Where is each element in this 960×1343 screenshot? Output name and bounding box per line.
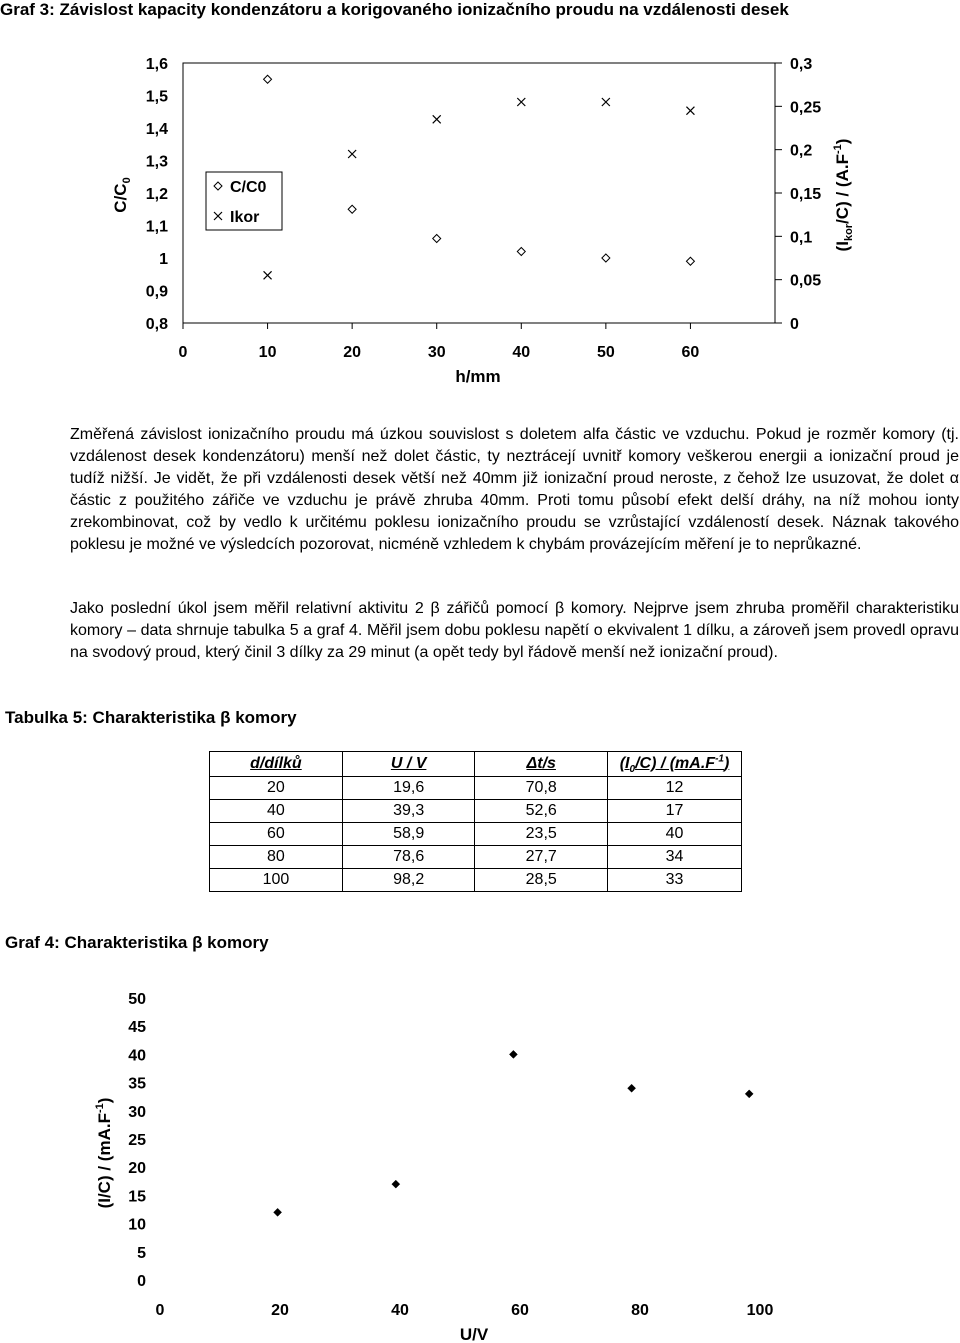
table-cell: 40 bbox=[210, 800, 343, 823]
graph3-chart bbox=[0, 40, 960, 395]
table-cell: 39,3 bbox=[342, 800, 475, 823]
graph3-x-tick-label: 60 bbox=[681, 344, 700, 361]
table-header-u: U / V bbox=[342, 752, 475, 777]
graph4-y-ticks bbox=[128, 991, 146, 1290]
graph4-y-tick-label: 15 bbox=[128, 1188, 146, 1206]
graph3-right-axis-label: $(I_{kor}/C) / (A.F^{-1})$ bbox=[832, 138, 855, 252]
graph3-right-tick-label: 0,3 bbox=[790, 56, 813, 73]
table-cell: 80 bbox=[210, 846, 343, 869]
table-header-d: d/dílků bbox=[210, 752, 343, 777]
graph4-x-ticks bbox=[156, 1302, 774, 1319]
table-cell: 20 bbox=[210, 777, 343, 800]
graph4-point bbox=[274, 1208, 282, 1216]
table-cell: 52,6 bbox=[475, 800, 608, 823]
graph3-x-tick-label: 10 bbox=[258, 344, 277, 361]
graph4-x-tick-label: 20 bbox=[271, 1302, 289, 1319]
table-cell: 33 bbox=[608, 869, 742, 892]
table-cell: 40 bbox=[608, 823, 742, 846]
graph3-right-tick-label: 0,15 bbox=[790, 186, 822, 203]
table-row bbox=[210, 800, 742, 823]
graph3-point-cc0 bbox=[433, 235, 441, 243]
paragraph-1-text: Změřená závislost ionizačního proudu má úzkou souvislost s doletem alfa částic ve vzduchu. Pokud je rozměr komory (tj. vzdálenost desek kondenzátoru) menší než dolet částic, ty neztrácejí uvnitř komory veškerou energii a ionizační proud je tudíž nižší. Je vidět, že při vzdálenosti desek větší než 40mm již ionizační proud neroste, z čehož lze usuzovat, že dolet α částic z použitého zářiče ve vzduchu je právě zhruba 40mm. Proti tomu působí efekt delší dráhy, na níž mohou ionty zrekombinovat, což by vedlo k určitému poklesu ionizačního proudu se vzrůstající vzdáleností desek. Náznak takového poklesu je možné ve výsledcích pozorovat, nicméně vzhledem k chybám provázejícím měření je to neprůkazné. bbox=[70, 426, 959, 553]
graph3-point-cc0 bbox=[517, 248, 525, 256]
table-cell: 27,7 bbox=[475, 846, 608, 869]
graph3-x-tick-label: 50 bbox=[596, 344, 615, 361]
graph4-y-tick-label: 45 bbox=[128, 1019, 146, 1037]
table5-title: Tabulka 5: Charakteristika β komory bbox=[5, 708, 297, 727]
graph3-point-ikor bbox=[264, 271, 272, 279]
graph3-point-cc0 bbox=[686, 257, 694, 265]
graph4-y-tick-label: 10 bbox=[128, 1216, 146, 1234]
table-cell: 17 bbox=[608, 800, 742, 823]
table-row bbox=[210, 823, 742, 846]
graph3-point-ikor bbox=[348, 150, 356, 158]
table-cell: 78,6 bbox=[342, 846, 475, 869]
graph3-left-tick-label: 1,3 bbox=[145, 153, 168, 171]
graph3-point-ikor bbox=[433, 115, 441, 123]
graph3-point-ikor bbox=[517, 98, 525, 106]
table-row bbox=[210, 846, 742, 869]
table-header-row bbox=[210, 752, 742, 777]
graph4-x-tick-label: 60 bbox=[511, 1302, 529, 1319]
table-cell: 12 bbox=[608, 777, 742, 800]
graph3-x-tick-label: 0 bbox=[178, 344, 188, 361]
graph3-x-tick-label: 40 bbox=[512, 344, 531, 361]
graph4-x-tick-label: 80 bbox=[631, 1302, 649, 1319]
graph3-left-tick-label: 1,5 bbox=[145, 88, 168, 106]
table-cell: 23,5 bbox=[475, 823, 608, 846]
graph4-y-tick-label: 40 bbox=[128, 1047, 146, 1065]
graph3-left-tick-label: 1,2 bbox=[145, 186, 168, 203]
graph3-left-axis-label: $C/C_0$ bbox=[111, 177, 133, 213]
graph3-right-tick-label: 0,25 bbox=[790, 99, 822, 117]
graph3-x-ticks bbox=[179, 323, 700, 361]
table-header-ic: $(I_0/C) / (mA.F^{-1})$ bbox=[608, 752, 742, 777]
graph3-point-cc0 bbox=[264, 75, 272, 83]
graph3-point-ikor bbox=[686, 107, 694, 115]
graph3-point-ikor bbox=[602, 98, 610, 106]
graph3-legend bbox=[206, 172, 282, 230]
graph4-x-axis-label: U/V bbox=[459, 1325, 489, 1343]
graph4-y-axis-label: $(I/C) / (mA.F^{-1})$ bbox=[94, 1097, 114, 1209]
graph4-y-tick-label: 30 bbox=[128, 1103, 146, 1121]
graph4-y-tick-label: 20 bbox=[128, 1160, 146, 1178]
paragraph-2-text: Jako poslední úkol jsem měřil relativní aktivitu 2 β zářičů pomocí β komory. Nejprve jsem zhruba proměřil charakteristiku komory – data shrnuje tabulka 5 a graf 4. Měřil jsem dobu poklesu napětí o ekvivalent 1 dílku, a zároveň jsem provedl opravu na svodový proud, který činil 3 dílky za 29 minut (a opět tedy byl řádově menší než ionizační proud). bbox=[70, 600, 959, 661]
graph3-points bbox=[264, 75, 695, 279]
graph3-left-tick-label: 0,8 bbox=[145, 316, 168, 333]
table-cell: 19,6 bbox=[342, 777, 475, 800]
graph3-point-cc0 bbox=[348, 205, 356, 213]
table-cell: 98,2 bbox=[342, 869, 475, 892]
graph3-left-tick-label: 1,6 bbox=[145, 56, 168, 73]
graph3-right-tick-label: 0,05 bbox=[790, 272, 822, 290]
graph3-title: Graf 3: Závislost kapacity kondenzátoru a korigovaného ionizačního proudu na vzdálenosti desek bbox=[0, 0, 789, 19]
graph4-x-tick-label: 0 bbox=[155, 1302, 165, 1319]
graph4-y-tick-label: 25 bbox=[128, 1132, 146, 1149]
graph3-left-tick-label: 1,1 bbox=[145, 218, 168, 236]
graph4-point bbox=[745, 1090, 753, 1098]
paragraph-2 bbox=[70, 598, 959, 664]
graph4-title: Graf 4: Charakteristika β komory bbox=[5, 933, 269, 952]
graph3-left-ticks bbox=[146, 56, 168, 333]
table-cell: 70,8 bbox=[475, 777, 608, 800]
graph3-point-cc0 bbox=[602, 254, 610, 262]
graph4-x-tick-label: 100 bbox=[746, 1302, 774, 1319]
graph4-point bbox=[392, 1180, 400, 1188]
graph4-y-tick-label: 50 bbox=[128, 991, 146, 1008]
table-cell: 28,5 bbox=[475, 869, 608, 892]
graph4-points bbox=[274, 1050, 754, 1216]
graph3-left-tick-label: 0,9 bbox=[145, 283, 168, 301]
graph3-left-tick-label: 1 bbox=[159, 251, 168, 268]
paragraph-1 bbox=[70, 424, 959, 556]
graph3-x-axis-label: h/mm bbox=[455, 367, 501, 386]
graph3-right-tick-label: 0,1 bbox=[790, 229, 813, 247]
table-cell: 60 bbox=[210, 823, 343, 846]
graph3-right-tick-label: 0,2 bbox=[790, 142, 813, 160]
graph3-x-tick-label: 30 bbox=[427, 344, 446, 361]
graph4-chart bbox=[0, 975, 960, 1343]
graph4-point bbox=[628, 1084, 636, 1092]
graph3-left-tick-label: 1,4 bbox=[145, 121, 168, 138]
table-cell: 58,9 bbox=[342, 823, 475, 846]
legend-label-cc0: C/C0 bbox=[230, 179, 267, 196]
graph3-x-tick-label: 20 bbox=[343, 344, 362, 361]
legend-label-ikor: Ikor bbox=[230, 209, 260, 226]
table-cell: 34 bbox=[608, 846, 742, 869]
table-row bbox=[210, 869, 742, 892]
graph4-x-tick-label: 40 bbox=[391, 1302, 409, 1319]
graph3-right-tick-label: 0 bbox=[790, 316, 799, 333]
table-header-dt: Δt/s bbox=[475, 752, 608, 777]
graph4-y-tick-label: 5 bbox=[137, 1244, 146, 1262]
table5 bbox=[209, 751, 742, 892]
table-row bbox=[210, 777, 742, 800]
graph4-y-tick-label: 0 bbox=[137, 1273, 146, 1290]
graph4-point bbox=[509, 1050, 517, 1058]
graph4-y-tick-label: 35 bbox=[128, 1075, 146, 1093]
table-cell: 100 bbox=[210, 869, 343, 892]
graph3-right-ticks bbox=[775, 56, 821, 333]
